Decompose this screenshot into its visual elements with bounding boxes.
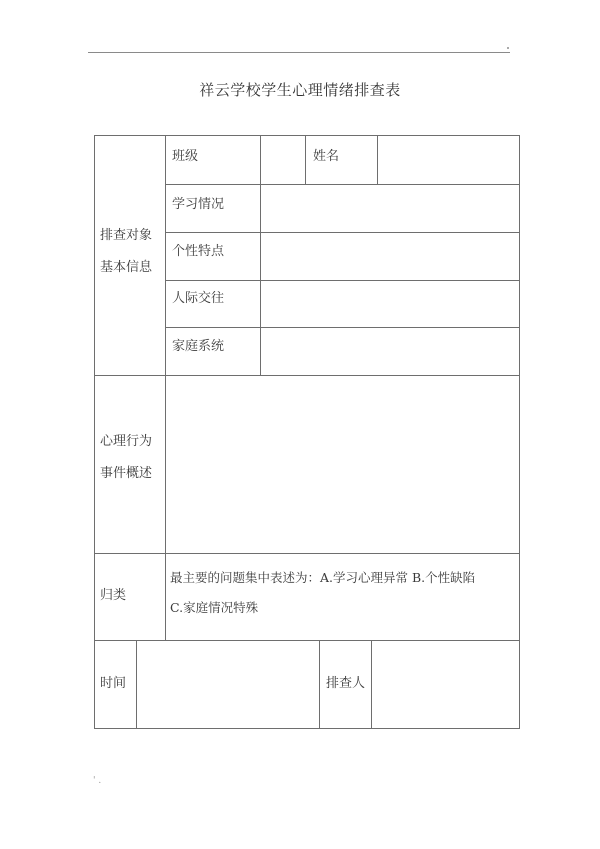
basic-info-label-line2: 基本信息	[100, 260, 153, 275]
time-value-field[interactable]	[137, 641, 319, 728]
footer-mark: ' .	[93, 776, 102, 786]
name-label: 姓名	[313, 149, 340, 164]
category-label: 归类	[100, 588, 127, 603]
study-value-field[interactable]	[261, 185, 519, 232]
category-options-line2: C.家庭情况特殊	[170, 600, 259, 615]
family-label: 家庭系统	[172, 339, 225, 354]
behavior-label-line1: 心理行为	[100, 434, 153, 449]
header-rule-dot	[507, 47, 509, 49]
class-value-divider	[305, 135, 306, 184]
class-label: 班级	[172, 149, 199, 164]
inspector-label: 排查人	[326, 676, 366, 691]
header-rule	[88, 52, 510, 53]
table-border-bottom	[94, 728, 520, 729]
personality-value-field[interactable]	[261, 233, 519, 280]
inspector-value-field[interactable]	[372, 641, 519, 728]
name-value-field[interactable]	[378, 136, 519, 184]
study-label: 学习情况	[172, 197, 225, 212]
social-value-field[interactable]	[261, 281, 519, 327]
time-label: 时间	[100, 676, 127, 691]
class-value-field[interactable]	[261, 136, 305, 184]
social-label: 人际交往	[172, 291, 225, 306]
category-options-line1: 最主要的问题集中表述为：A.学习心理异常 B.个性缺陷	[170, 570, 476, 585]
family-value-field[interactable]	[261, 328, 519, 375]
section-divider-behavior	[94, 553, 520, 554]
behavior-label-line2: 事件概述	[100, 466, 153, 481]
behavior-summary-field[interactable]	[166, 376, 519, 553]
page-title: 祥云学校学生心理情绪排查表	[199, 81, 401, 99]
basic-info-label-line1: 排查对象	[100, 228, 153, 243]
screening-form-table	[94, 135, 520, 729]
time-value-divider	[319, 640, 320, 728]
personality-label: 个性特点	[172, 244, 225, 259]
